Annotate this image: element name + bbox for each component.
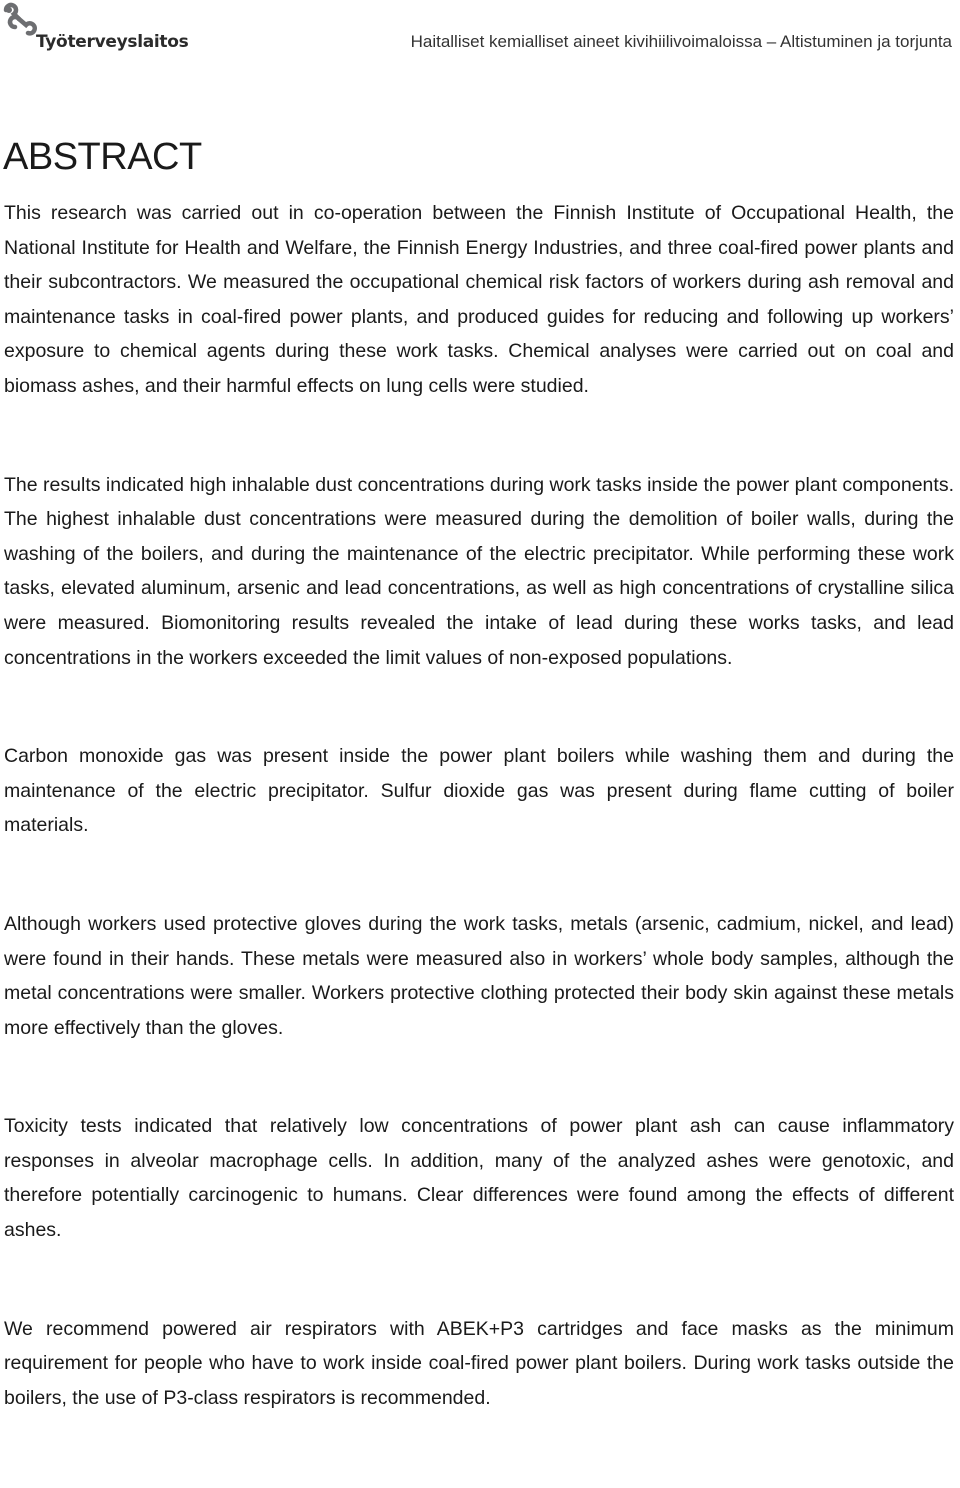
paragraph-intro: This research was carried out in co-operation between the Finnish Institute of Occupational Health, the National Institute for Health and Welfare, the Finnish Energy Industries, and three coal-fired power plants and their subcontractors. We measured the occupational chemical risk factors of workers during ash removal and maintenance tasks in coal-fired power plants, and produced guides for reducing and following up workers’ exposure to chemical agents during these work tasks. Chemical analyses were carried out on coal and biomass ashes, and their harmful effects on lung cells were studied. bbox=[4, 202, 954, 397]
paragraph-dust-results: The results indicated high inhalable dust concentrations during work tasks inside the power plant components. The highest inhalable dust concentrations were measured during the demolition of boiler walls, during the washing of the boilers, and during the maintenance of the electric precipitator. While performing these work tasks, elevated aluminum, arsenic and lead concentrations, as well as high concentrations of crystalline silica were measured. Biomonitoring results revealed the intake of lead during these works tasks, and lead concentrations in the workers exceeded the limit values of non-exposed populations. bbox=[4, 473, 954, 669]
paragraph-recommendations: We recommend powered air respirators with ABEK+P3 cartridges and face masks as the minimum requirement for people who have to work inside coal-fired power plant boilers. During work tasks outside the boilers, the use of P3-class respirators is recommended. bbox=[4, 1317, 954, 1409]
page-header bbox=[0, 0, 960, 70]
logo-mark-icon bbox=[2, 2, 42, 36]
abstract-body bbox=[4, 196, 954, 1479]
paragraph-metals-skin: Although workers used protective gloves during the work tasks, metals (arsenic, cadmium, nickel, and lead) were found in their hands. These metals were measured also in workers’ whole body samples, although the metal concentrations were smaller. Workers protective clothing protected their body skin against these metals more effectively than the gloves. bbox=[4, 912, 954, 1039]
paragraph-gases: Carbon monoxide gas was present inside the power plant boilers while washing them and during the maintenance of the electric precipitator. Sulfur dioxide gas was present during flame cutting of boiler materials. bbox=[4, 745, 954, 837]
running-title: Haitalliset kemialliset aineet kivihiilivoimaloissa – Altistuminen ja torjunta bbox=[410, 32, 952, 51]
institute-logo bbox=[2, 2, 189, 58]
abstract-heading: ABSTRACT bbox=[3, 136, 202, 178]
logo-wordmark: Työterveyslaitos bbox=[36, 32, 189, 52]
paragraph-toxicity: Toxicity tests indicated that relatively low concentrations of power plant ash can cause inflammatory responses in alveolar macrophage cells. In addition, many of the analyzed ashes were genotoxic, and therefore potentially carcinogenic to humans. Clear differences were found among the effects of different ashes. bbox=[4, 1115, 954, 1242]
